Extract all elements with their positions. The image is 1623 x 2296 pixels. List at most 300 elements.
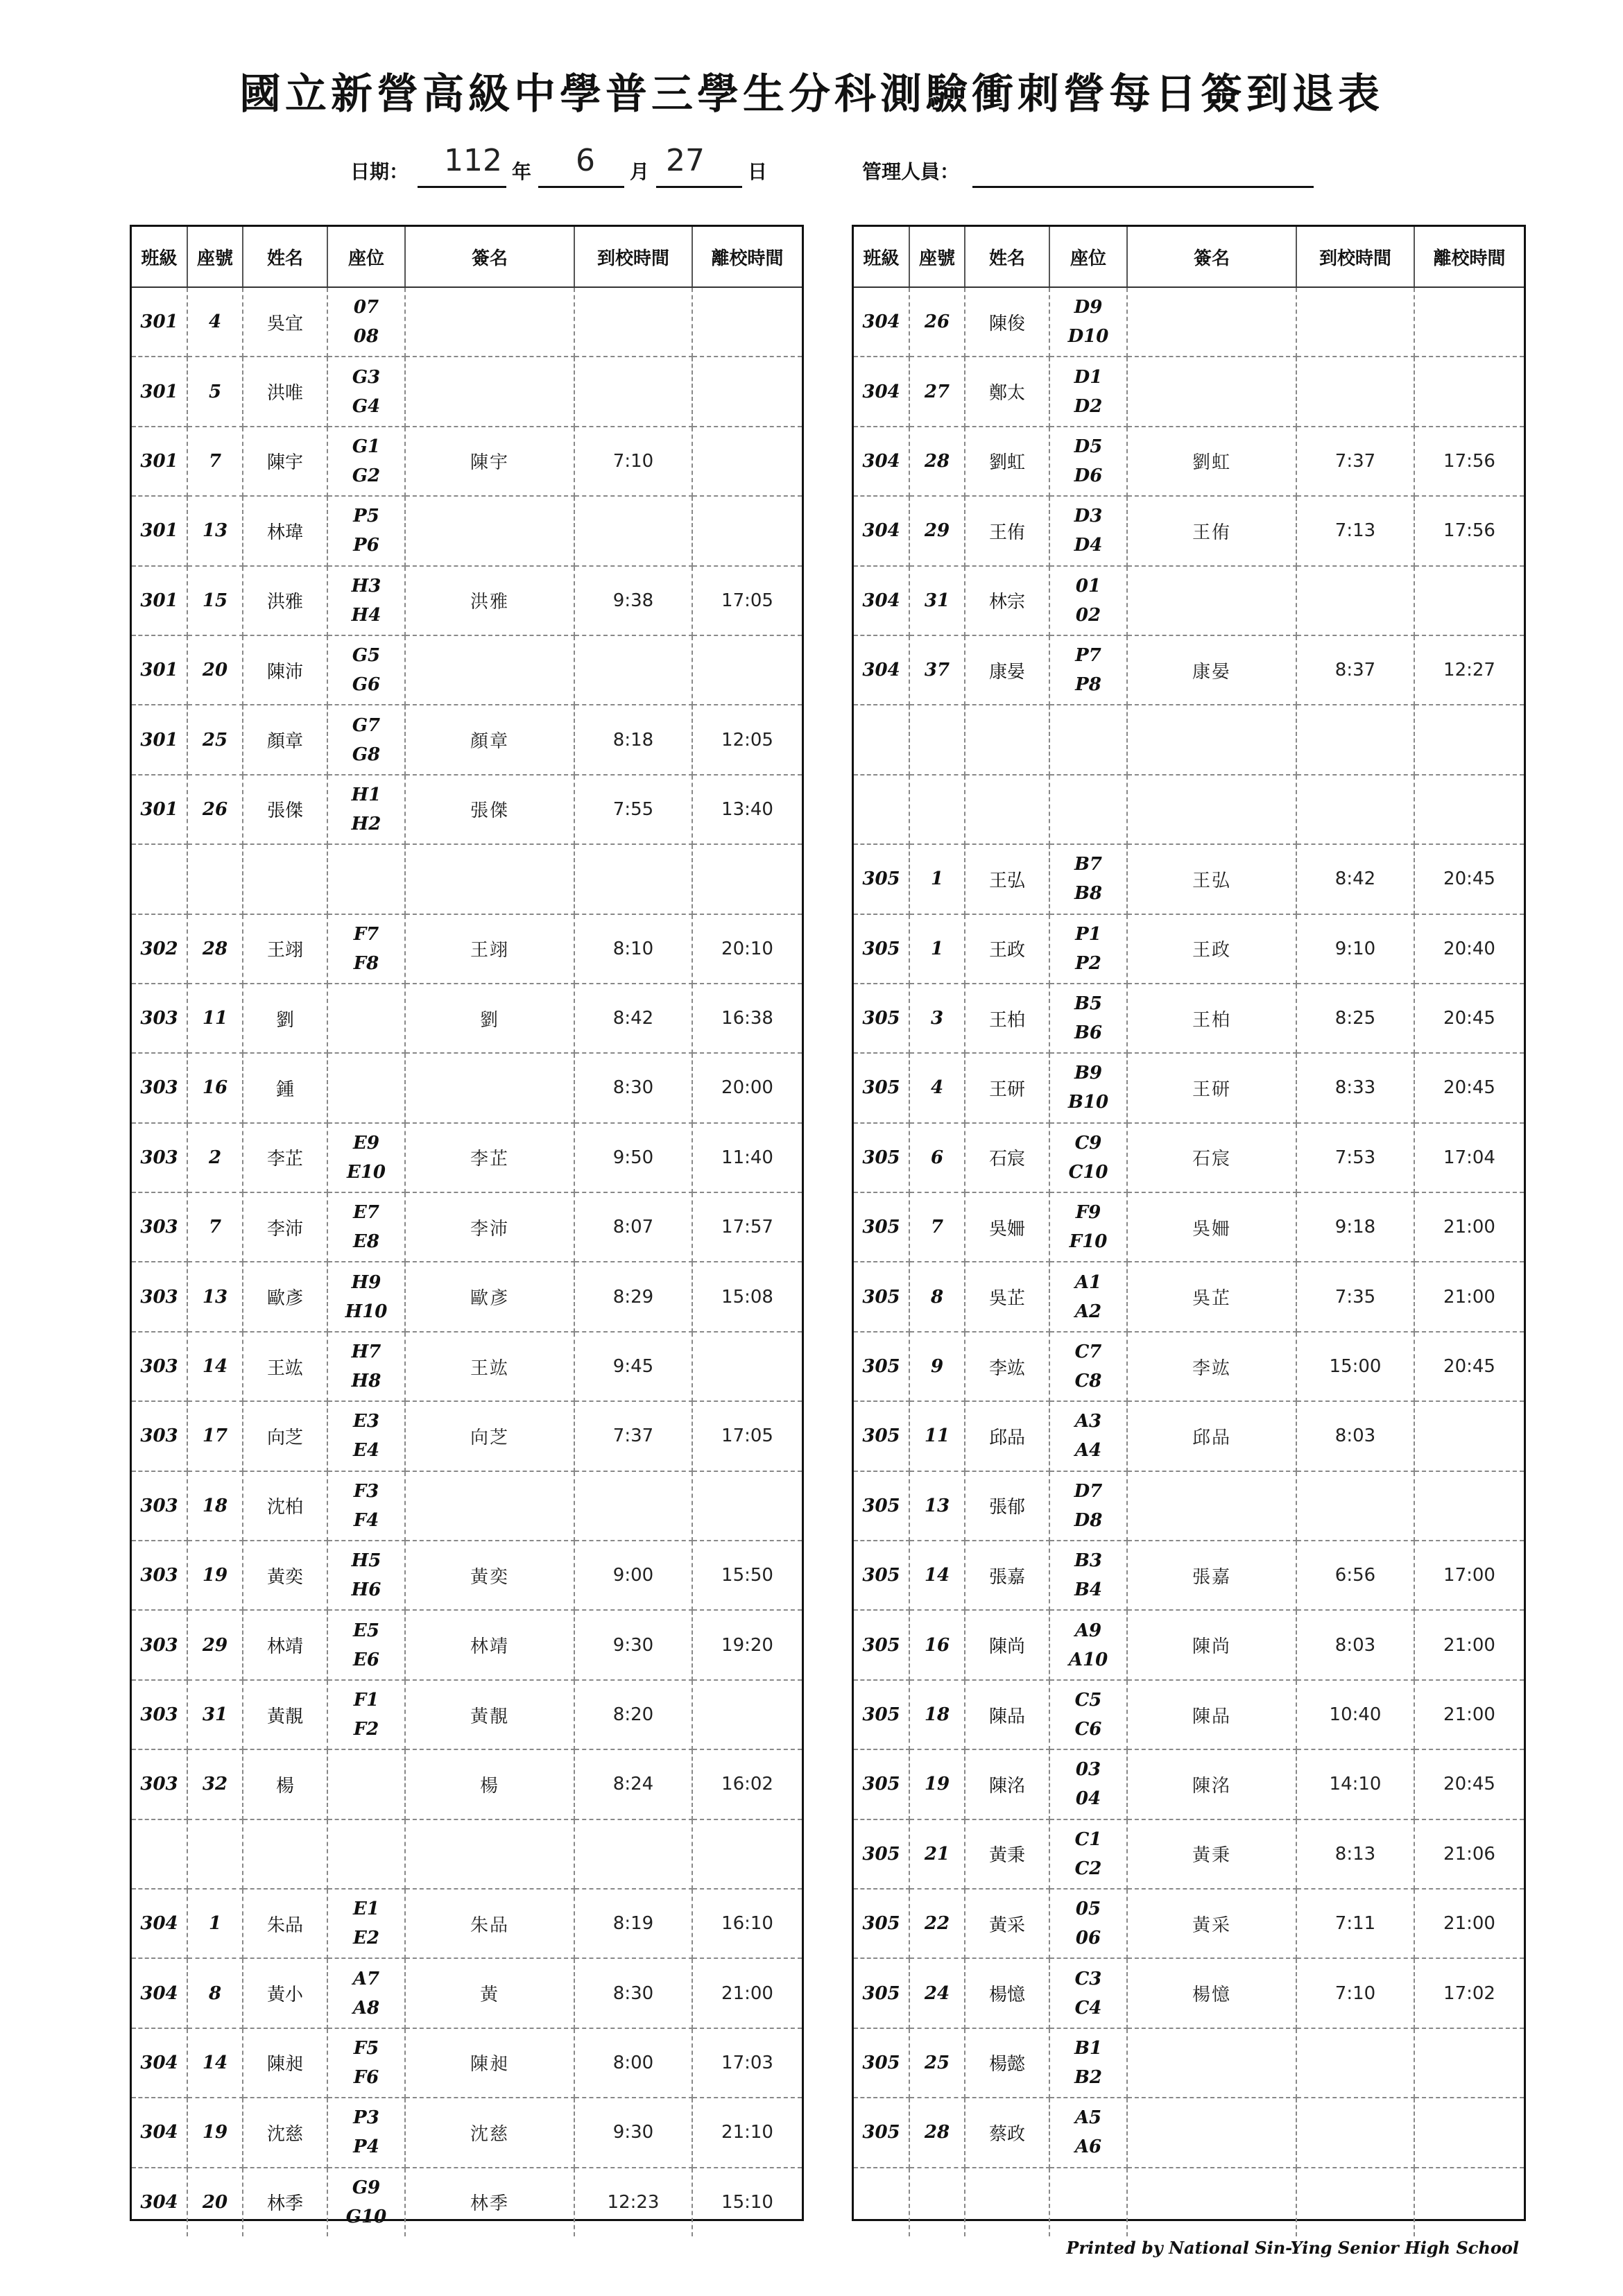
signature-cell[interactable]: 洪雅 (405, 566, 574, 635)
seat-code-top: D1 (1074, 366, 1103, 388)
leave-time-cell[interactable]: 16:02 (692, 1749, 802, 1819)
arrival-time-cell[interactable]: 8:20 (574, 1680, 692, 1749)
table-row (854, 1958, 1524, 2028)
seat-code-top: A5 (1074, 2107, 1102, 2129)
signature-cell[interactable]: 吳姍 (1127, 1192, 1296, 1262)
leave-time-cell[interactable]: 13:40 (692, 775, 802, 844)
seat-code-top: H9 (351, 1271, 381, 1293)
arrival-time-cell[interactable]: 8:18 (574, 705, 692, 774)
arrival-time-cell[interactable]: 9:18 (1296, 1192, 1414, 1262)
arrival-time-cell[interactable]: 10:40 (1296, 1680, 1414, 1749)
leave-time-cell[interactable]: 20:45 (1414, 1053, 1524, 1122)
name-cell: 王翊 (243, 914, 327, 984)
seat-no-cell: 7 (187, 427, 243, 496)
arrival-time-cell[interactable]: 7:10 (574, 427, 692, 496)
right-table-body (854, 287, 1524, 2236)
leave-time-cell[interactable]: 16:38 (692, 984, 802, 1053)
signature-cell[interactable]: 王政 (1127, 914, 1296, 984)
arrival-time-cell[interactable] (574, 496, 692, 565)
arrival-time-cell[interactable]: 8:10 (574, 914, 692, 984)
table-row (132, 1053, 802, 1122)
seat-code-top: D9 (1074, 297, 1103, 318)
leave-time-cell[interactable]: 17:03 (692, 2028, 802, 2098)
seat-code-top: C5 (1074, 1690, 1102, 1711)
name-cell: 張郁 (965, 1471, 1049, 1541)
signature-cell[interactable]: 劉虹 (1127, 427, 1296, 496)
signature-cell[interactable]: 王弘 (1127, 844, 1296, 914)
seat-cell (1049, 1541, 1127, 1610)
signature-cell[interactable]: 康晏 (1127, 635, 1296, 705)
arrival-time-cell[interactable]: 8:25 (1296, 984, 1414, 1053)
seat-code-bottom: H2 (351, 813, 381, 834)
leave-time-cell[interactable]: 12:27 (1414, 635, 1524, 705)
signature-cell[interactable]: 李沛 (405, 1192, 574, 1262)
table-row (132, 635, 802, 705)
signature-cell[interactable]: 陳宇 (405, 427, 574, 496)
signature-cell[interactable]: 王翊 (405, 914, 574, 984)
class-cell: 301 (132, 566, 187, 635)
class-cell (854, 775, 909, 844)
leave-time-cell[interactable]: 17:00 (1414, 1541, 1524, 1610)
table-row (132, 1819, 802, 1889)
header-seat-no: 座號 (909, 227, 965, 287)
table-row (854, 1680, 1524, 1749)
name-cell: 朱品 (243, 1889, 327, 1958)
seat-no-cell: 20 (187, 635, 243, 705)
seat-code-bottom: A4 (1074, 1440, 1102, 1462)
arrival-time-cell[interactable]: 9:45 (574, 1332, 692, 1401)
arrival-time-cell[interactable]: 9:30 (574, 1610, 692, 1679)
name-cell: 向芝 (243, 1401, 327, 1471)
seat-no-cell: 13 (187, 1262, 243, 1331)
seat-no-cell (909, 775, 965, 844)
arrival-time-cell[interactable] (574, 1471, 692, 1541)
seat-code-top: H5 (351, 1550, 381, 1572)
date-year-value[interactable]: 112 (444, 143, 502, 178)
class-cell: 301 (132, 427, 187, 496)
arrival-time-cell[interactable] (1296, 705, 1414, 774)
arrival-time-cell[interactable]: 8:13 (1296, 1819, 1414, 1889)
seat-no-cell (187, 1819, 243, 1889)
leave-time-cell[interactable] (692, 844, 802, 914)
leave-time-cell[interactable] (1414, 775, 1524, 844)
arrival-time-cell[interactable]: 8:03 (1296, 1401, 1414, 1471)
seat-code-bottom: E4 (353, 1440, 379, 1462)
seat-no-cell: 2 (187, 1123, 243, 1192)
signature-cell[interactable]: 張傑 (405, 775, 574, 844)
signature-cell[interactable] (1127, 287, 1296, 357)
arrival-time-cell[interactable] (574, 357, 692, 426)
seat-code-top: P5 (353, 506, 379, 527)
name-cell: 陳沛 (243, 635, 327, 705)
leave-time-cell[interactable]: 17:57 (692, 1192, 802, 1262)
date-month-value[interactable]: 6 (576, 143, 595, 178)
signature-cell[interactable]: 向芝 (405, 1401, 574, 1471)
leave-time-cell[interactable]: 15:50 (692, 1541, 802, 1610)
signature-cell[interactable]: 吳芷 (1127, 1262, 1296, 1331)
seat-code-bottom: 06 (1075, 1928, 1101, 1949)
seat-code-bottom: 08 (353, 326, 379, 348)
arrival-time-cell[interactable]: 9:30 (574, 2098, 692, 2167)
arrival-time-cell[interactable] (574, 287, 692, 357)
arrival-time-cell[interactable]: 14:10 (1296, 1749, 1414, 1819)
seat-code-top: G7 (352, 714, 381, 736)
table-row (132, 496, 802, 565)
table-row (854, 914, 1524, 984)
signature-cell[interactable]: 楊 (405, 1749, 574, 1819)
signature-cell[interactable] (1127, 705, 1296, 774)
leave-time-cell[interactable]: 20:40 (1414, 914, 1524, 984)
leave-time-cell[interactable]: 21:00 (1414, 1262, 1524, 1331)
name-cell: 李芷 (243, 1123, 327, 1192)
leave-time-cell[interactable]: 20:10 (692, 914, 802, 984)
signature-cell[interactable] (1127, 2168, 1296, 2236)
signature-cell[interactable]: 陳昶 (405, 2028, 574, 2098)
table-row (854, 1819, 1524, 1889)
date-day-underline (656, 186, 742, 188)
seat-code-top: G3 (352, 366, 381, 388)
leave-time-cell[interactable] (1414, 566, 1524, 635)
leave-time-cell[interactable] (1414, 357, 1524, 426)
seat-code-top: E5 (353, 1620, 379, 1641)
leave-time-cell[interactable]: 21:00 (1414, 1680, 1524, 1749)
seat-code-bottom: B6 (1074, 1022, 1103, 1044)
seat-no-cell: 22 (909, 1889, 965, 1958)
class-cell: 304 (132, 2028, 187, 2098)
arrival-time-cell[interactable] (1296, 566, 1414, 635)
leave-time-cell[interactable]: 21:00 (692, 1958, 802, 2028)
signature-cell[interactable]: 林季 (405, 2168, 574, 2236)
seat-code-top: A9 (1074, 1620, 1102, 1641)
seat-code-top: D7 (1074, 1480, 1103, 1502)
table-row (132, 2028, 802, 2098)
leave-time-cell[interactable]: 17:05 (692, 1401, 802, 1471)
seat-code-bottom: F10 (1069, 1231, 1108, 1253)
header-class: 班級 (132, 227, 187, 287)
leave-time-cell[interactable]: 17:05 (692, 566, 802, 635)
signature-cell[interactable]: 黃靚 (405, 1680, 574, 1749)
signature-cell[interactable] (1127, 775, 1296, 844)
leave-time-cell[interactable]: 12:05 (692, 705, 802, 774)
name-cell: 林靖 (243, 1610, 327, 1679)
class-cell: 305 (854, 2028, 909, 2098)
name-cell: 石宸 (965, 1123, 1049, 1192)
signature-cell[interactable]: 顏章 (405, 705, 574, 774)
arrival-time-cell[interactable]: 8:03 (1296, 1610, 1414, 1679)
signature-cell[interactable]: 王柏 (1127, 984, 1296, 1053)
class-cell: 305 (854, 1749, 909, 1819)
arrival-time-cell[interactable]: 9:50 (574, 1123, 692, 1192)
name-cell: 陳品 (965, 1680, 1049, 1749)
signature-cell[interactable] (1127, 2028, 1296, 2098)
arrival-time-cell[interactable]: 7:55 (574, 775, 692, 844)
arrival-time-cell[interactable]: 7:13 (1296, 496, 1414, 565)
arrival-time-cell[interactable]: 12:23 (574, 2168, 692, 2236)
seat-cell (327, 984, 405, 1053)
arrival-time-cell[interactable] (1296, 1471, 1414, 1541)
arrival-time-cell[interactable] (1296, 2168, 1414, 2236)
seat-no-cell: 31 (187, 1680, 243, 1749)
seat-code-top: A3 (1074, 1411, 1102, 1432)
leave-time-cell[interactable]: 15:10 (721, 2191, 773, 2213)
arrival-time-cell[interactable]: 8:19 (574, 1889, 692, 1958)
leave-time-cell[interactable] (692, 1819, 802, 1889)
signature-cell[interactable] (405, 1053, 574, 1122)
arrival-time-cell[interactable] (574, 844, 692, 914)
seat-code-top: B5 (1074, 993, 1103, 1015)
arrival-time-cell[interactable]: 8:37 (1296, 635, 1414, 705)
signature-cell[interactable]: 李竑 (1127, 1332, 1296, 1401)
arrival-time-cell[interactable]: 9:00 (574, 1541, 692, 1610)
seat-cell (1049, 2168, 1127, 2236)
arrival-time-cell[interactable] (574, 635, 692, 705)
arrival-time-cell[interactable]: 8:42 (1296, 844, 1414, 914)
arrival-time-cell[interactable]: 7:37 (1296, 427, 1414, 496)
leave-time-cell[interactable] (692, 357, 802, 426)
class-cell: 304 (854, 566, 909, 635)
seat-code-top: F5 (353, 2037, 379, 2059)
arrival-time-cell[interactable]: 7:11 (1296, 1889, 1414, 1958)
leave-time-cell[interactable] (692, 287, 802, 357)
arrival-time-cell[interactable] (1296, 287, 1414, 357)
seat-code-top: 05 (1075, 1899, 1101, 1920)
seat-cell (1049, 705, 1127, 774)
arrival-time-cell[interactable] (1296, 2098, 1414, 2167)
leave-time-cell[interactable] (1414, 2028, 1524, 2098)
table-row (854, 1610, 1524, 1679)
seat-no-cell: 16 (909, 1610, 965, 1679)
signature-cell[interactable]: 楊憶 (1127, 1958, 1296, 2028)
name-cell: 沈柏 (243, 1471, 327, 1541)
name-cell: 邱品 (965, 1401, 1049, 1471)
signature-cell[interactable]: 黃采 (1127, 1889, 1296, 1958)
signature-cell[interactable] (405, 844, 574, 914)
name-cell (965, 775, 1049, 844)
arrival-time-cell[interactable]: 7:35 (1296, 1262, 1414, 1331)
leave-time-cell[interactable] (1414, 705, 1524, 774)
signature-cell[interactable] (1127, 357, 1296, 426)
signature-cell[interactable]: 歐彥 (405, 1262, 574, 1331)
leave-time-cell[interactable] (1414, 2168, 1524, 2236)
seat-code-top: B3 (1074, 1550, 1103, 1572)
arrival-time-cell[interactable]: 8:24 (574, 1749, 692, 1819)
table-row (132, 2098, 802, 2167)
seat-code-bottom: 04 (1075, 1788, 1101, 1810)
signature-cell[interactable]: 陳品 (1127, 1680, 1296, 1749)
seat-no-cell: 19 (187, 1541, 243, 1610)
arrival-time-cell[interactable]: 8:33 (1296, 1053, 1414, 1122)
leave-time-cell[interactable]: 21:00 (1414, 1889, 1524, 1958)
seat-cell (327, 1749, 405, 1819)
seat-code-top: E1 (353, 1899, 379, 1920)
arrival-time-cell[interactable]: 8:07 (574, 1192, 692, 1262)
seat-no-cell: 14 (187, 1332, 243, 1401)
leave-time-cell[interactable]: 20:45 (1414, 1332, 1524, 1401)
signature-cell[interactable] (1127, 1471, 1296, 1541)
signature-cell[interactable] (405, 287, 574, 357)
name-cell: 吳姍 (965, 1192, 1049, 1262)
leave-time-cell[interactable]: 20:45 (1414, 984, 1524, 1053)
name-cell: 歐彥 (243, 1262, 327, 1331)
leave-time-cell[interactable] (692, 496, 802, 565)
seat-cell (327, 1680, 405, 1749)
header-signature: 簽名 (405, 227, 574, 287)
leave-time-cell[interactable]: 15:08 (692, 1262, 802, 1331)
seat-no-cell: 26 (909, 287, 965, 357)
arrival-time-cell[interactable]: 6:56 (1296, 1541, 1414, 1610)
seat-code-bottom: B8 (1074, 883, 1103, 905)
signature-cell[interactable] (405, 1819, 574, 1889)
signature-cell[interactable]: 張嘉 (1127, 1541, 1296, 1610)
arrival-time-cell[interactable]: 8:30 (574, 1958, 692, 2028)
signature-cell[interactable]: 王侑 (1127, 496, 1296, 565)
name-cell: 王竑 (243, 1332, 327, 1401)
arrival-time-cell[interactable]: 8:00 (574, 2028, 692, 2098)
seat-code-top: H7 (351, 1342, 381, 1363)
leave-time-cell[interactable] (1414, 1471, 1524, 1541)
signature-cell[interactable]: 朱品 (405, 1889, 574, 1958)
arrival-time-cell[interactable]: 9:10 (1296, 914, 1414, 984)
seat-code-bottom: E2 (353, 1928, 379, 1949)
signature-cell[interactable] (405, 635, 574, 705)
seat-cell (1049, 1262, 1127, 1331)
seat-code-bottom: G10 (345, 2206, 387, 2227)
class-cell: 303 (132, 1541, 187, 1610)
arrival-time-cell[interactable]: 8:42 (574, 984, 692, 1053)
leave-time-cell[interactable] (692, 1471, 802, 1541)
class-cell: 305 (854, 1819, 909, 1889)
leave-time-cell[interactable]: 17:04 (1414, 1123, 1524, 1192)
signature-cell[interactable] (1127, 566, 1296, 635)
class-cell: 303 (132, 1680, 187, 1749)
leave-time-cell[interactable]: 20:00 (692, 1053, 802, 1122)
table-row (854, 1332, 1524, 1401)
class-cell: 301 (132, 496, 187, 565)
arrival-time-cell[interactable]: 8:29 (574, 1262, 692, 1331)
signature-cell[interactable]: 石宸 (1127, 1123, 1296, 1192)
signature-cell[interactable]: 黃奕 (405, 1541, 574, 1610)
leave-time-cell[interactable]: 16:10 (692, 1889, 802, 1958)
signature-cell[interactable]: 林靖 (405, 1610, 574, 1679)
table-row (132, 844, 802, 914)
signature-cell[interactable]: 黃 (405, 1958, 574, 2028)
class-cell: 301 (132, 635, 187, 705)
class-cell: 301 (132, 775, 187, 844)
seat-cell (327, 1053, 405, 1122)
leave-time-cell[interactable]: 21:00 (1414, 1192, 1524, 1262)
signature-cell[interactable] (1127, 2098, 1296, 2167)
arrival-time-cell[interactable] (1296, 775, 1414, 844)
signature-cell[interactable]: 王竑 (405, 1332, 574, 1401)
signature-cell[interactable]: 黃秉 (1127, 1819, 1296, 1889)
seat-code-bottom: F8 (353, 952, 379, 974)
class-cell (854, 705, 909, 774)
leave-time-cell[interactable] (1414, 2098, 1524, 2167)
arrival-time-cell[interactable]: 7:10 (1296, 1958, 1414, 2028)
signature-cell[interactable]: 陳洺 (1127, 1749, 1296, 1819)
arrival-time-cell[interactable]: 8:30 (574, 1053, 692, 1122)
table-row (854, 1401, 1524, 1471)
leave-time-cell[interactable]: 21:00 (1414, 1610, 1524, 1679)
table-row (854, 1262, 1524, 1331)
seat-no-cell: 8 (187, 1958, 243, 2028)
leave-time-cell[interactable]: 20:45 (1414, 844, 1524, 914)
name-cell: 張傑 (243, 775, 327, 844)
seat-no-cell: 21 (909, 1819, 965, 1889)
class-cell: 305 (854, 1471, 909, 1541)
leave-time-cell[interactable] (692, 635, 802, 705)
signature-cell[interactable]: 劉 (405, 984, 574, 1053)
leave-time-cell[interactable]: 17:56 (1414, 496, 1524, 565)
signature-cell[interactable] (405, 496, 574, 565)
name-cell: 鄭太 (965, 357, 1049, 426)
arrival-time-cell[interactable] (1296, 357, 1414, 426)
leave-time-cell[interactable]: 21:10 (692, 2098, 802, 2167)
seat-cell (327, 1192, 405, 1262)
leave-time-cell[interactable] (692, 427, 802, 496)
seat-no-cell: 28 (909, 2098, 965, 2167)
arrival-time-cell[interactable]: 7:53 (1296, 1123, 1414, 1192)
signature-cell[interactable]: 王研 (1127, 1053, 1296, 1122)
seat-code-top: F3 (353, 1480, 379, 1502)
leave-time-cell[interactable] (1414, 1401, 1524, 1471)
signature-cell[interactable]: 陳尚 (1127, 1610, 1296, 1679)
seat-cell (327, 2098, 405, 2167)
arrival-time-cell[interactable]: 9:38 (574, 566, 692, 635)
table-row (854, 844, 1524, 914)
seat-no-cell: 4 (187, 287, 243, 357)
leave-time-cell[interactable]: 17:02 (1414, 1958, 1524, 2028)
arrival-time-cell[interactable] (574, 1819, 692, 1889)
arrival-time-cell[interactable] (1296, 2028, 1414, 2098)
seat-code-top: F1 (353, 1690, 379, 1711)
leave-time-cell[interactable] (1414, 287, 1524, 357)
signature-cell[interactable]: 李芷 (405, 1123, 574, 1192)
leave-time-cell[interactable]: 20:45 (1414, 1749, 1524, 1819)
seat-no-cell: 1 (909, 914, 965, 984)
leave-time-cell[interactable]: 11:40 (692, 1123, 802, 1192)
seat-code-top: F9 (1075, 1202, 1101, 1224)
date-day-value[interactable]: 27 (666, 143, 705, 178)
seat-no-cell: 15 (187, 566, 243, 635)
class-cell (132, 1819, 187, 1889)
table-row (132, 1192, 802, 1262)
table-row (132, 2168, 802, 2236)
leave-time-cell[interactable]: 19:20 (692, 1610, 802, 1679)
name-cell: 王研 (965, 1053, 1049, 1122)
seat-cell (327, 566, 405, 635)
leave-time-cell[interactable] (692, 1680, 802, 1749)
seat-code-bottom: A8 (352, 1997, 380, 2019)
seat-code-top: G1 (352, 436, 381, 457)
signature-cell[interactable] (405, 1471, 574, 1541)
seat-cell (1049, 287, 1127, 357)
arrival-time-cell[interactable]: 7:37 (574, 1401, 692, 1471)
signature-cell[interactable]: 邱品 (1127, 1401, 1296, 1471)
arrival-time-cell[interactable]: 15:00 (1296, 1332, 1414, 1401)
leave-time-cell[interactable]: 21:06 (1414, 1819, 1524, 1889)
signature-cell[interactable]: 沈慈 (405, 2098, 574, 2167)
signature-cell[interactable] (405, 357, 574, 426)
seat-no-cell (909, 2168, 965, 2236)
name-cell: 王柏 (965, 984, 1049, 1053)
leave-time-cell[interactable] (692, 1332, 802, 1401)
seat-no-cell: 31 (909, 566, 965, 635)
table-row (854, 775, 1524, 844)
seat-code-bottom: G8 (352, 744, 381, 765)
seat-code-bottom: D2 (1074, 395, 1103, 417)
leave-time-cell[interactable]: 17:56 (1414, 427, 1524, 496)
